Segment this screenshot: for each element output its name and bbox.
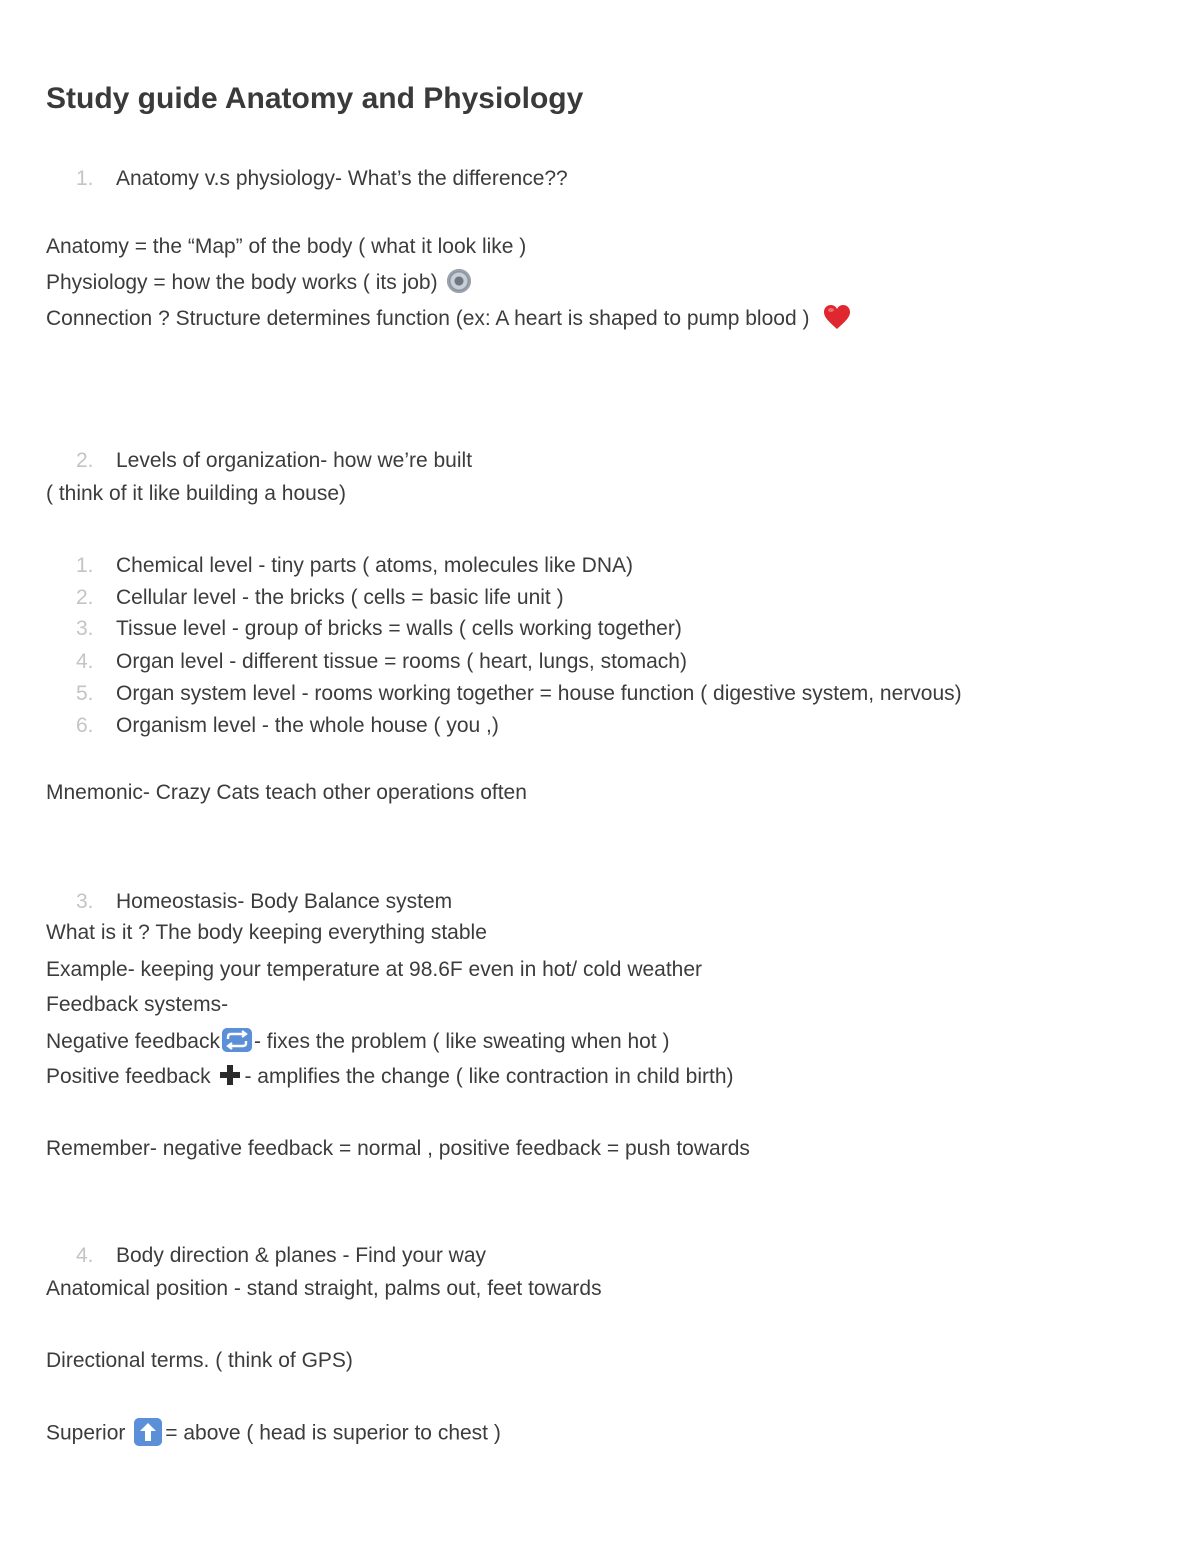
list-item-chemical-level: Chemical level - tiny parts ( atoms, molecules like DNA)	[116, 554, 633, 577]
list-number: 4.	[76, 1244, 94, 1267]
plus-icon	[219, 1064, 241, 1086]
physiology-definition	[46, 270, 471, 296]
section-heading-anatomy-vs-physiology: Anatomy v.s physiology- What’s the difference??	[116, 167, 568, 190]
list-item-tissue-level: Tissue level - group of bricks = walls ( cells working together)	[116, 617, 682, 640]
list-number: 2.	[76, 586, 94, 609]
list-number: 1.	[76, 554, 94, 577]
superior-text: = above ( head is superior to chest )	[165, 1421, 501, 1445]
positive-feedback-line	[46, 1064, 734, 1090]
list-number: 6.	[76, 714, 94, 737]
positive-feedback-label: Positive feedback	[46, 1065, 211, 1088]
negative-feedback-line	[46, 1029, 669, 1055]
section-heading-homeostasis: Homeostasis- Body Balance system	[116, 890, 453, 913]
list-item-organ-level: Organ level - different tissue = rooms ( heart, lungs, stomach)	[116, 650, 687, 673]
negative-feedback-label: Negative feedback	[46, 1030, 220, 1053]
list-number: 2.	[76, 449, 94, 472]
anatomy-definition: Anatomy = the “Map” of the body ( what it look like )	[46, 235, 527, 258]
gear-icon	[447, 269, 471, 293]
homeostasis-what: What is it ? The body keeping everything stable	[46, 921, 487, 944]
levels-subheading: ( think of it like building a house)	[46, 482, 346, 505]
directional-terms: Directional terms. ( think of GPS)	[46, 1349, 353, 1372]
superior-label: Superior	[46, 1421, 126, 1445]
superior-line	[46, 1420, 501, 1448]
list-item-organ-system-level: Organ system level - rooms working together = house function ( digestive system, nervous)	[116, 682, 962, 705]
physiology-text: Physiology = how the body works ( its job)	[46, 271, 438, 294]
anatomical-position: Anatomical position - stand straight, palms out, feet towards	[46, 1277, 602, 1300]
up-arrow-icon	[134, 1418, 162, 1446]
list-number: 5.	[76, 682, 94, 705]
list-number: 3.	[76, 617, 94, 640]
section-heading-body-direction: Body direction & planes - Find your way	[116, 1244, 487, 1267]
homeostasis-example: Example- keeping your temperature at 98.6F even in hot/ cold weather	[46, 958, 703, 981]
list-item-cellular-level: Cellular level - the bricks ( cells = basic life unit )	[116, 586, 564, 609]
mnemonic: Mnemonic- Crazy Cats teach other operations often	[46, 781, 527, 804]
negative-feedback-text: - fixes the problem ( like sweating when hot )	[253, 1030, 670, 1053]
repeat-icon	[222, 1028, 252, 1052]
list-number: 4.	[76, 650, 94, 673]
heart-icon	[823, 304, 851, 330]
feedback-remember: Remember- negative feedback = normal , positive feedback = push towards	[46, 1137, 750, 1160]
feedback-systems-label: Feedback systems-	[46, 993, 229, 1016]
connection-line	[46, 306, 851, 332]
section-heading-levels: Levels of organization- how we’re built	[116, 449, 473, 472]
connection-text: Connection ? Structure determines function (ex: A heart is shaped to pump blood )	[46, 307, 810, 330]
positive-feedback-text: - amplifies the change ( like contraction in child birth)	[244, 1065, 734, 1088]
list-item-organism-level: Organism level - the whole house ( you ,)	[116, 714, 499, 737]
list-number: 3.	[76, 890, 94, 913]
list-number: 1.	[76, 167, 94, 190]
page-title: Study guide Anatomy and Physiology	[46, 82, 584, 115]
